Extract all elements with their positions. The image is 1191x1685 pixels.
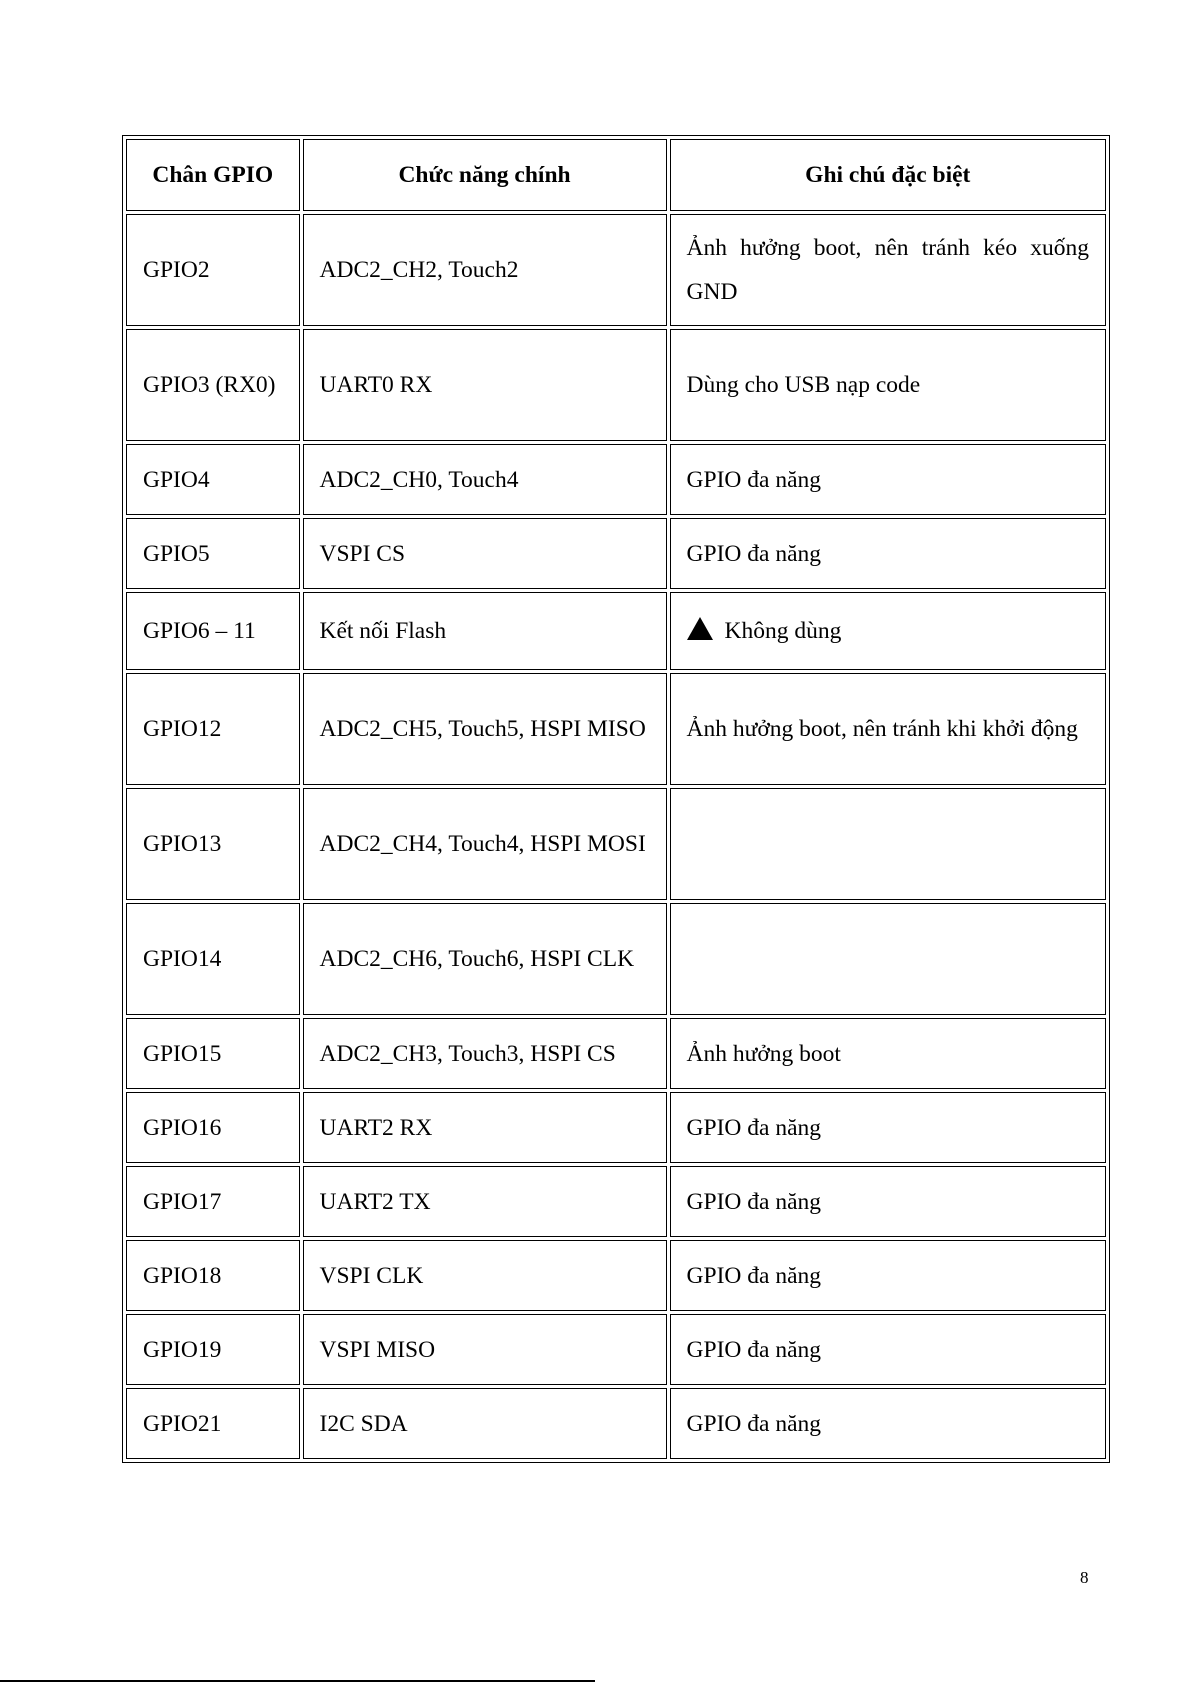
pin-cell: GPIO13 [126, 788, 300, 900]
pin-cell: GPIO5 [126, 518, 300, 589]
function-cell: ADC2_CH6, Touch6, HSPI CLK [303, 903, 667, 1015]
note-cell: GPIO đa năng [670, 444, 1106, 515]
function-cell: I2C SDA [303, 1388, 667, 1459]
function-cell: ADC2_CH5, Touch5, HSPI MISO [303, 673, 667, 785]
header-note: Ghi chú đặc biệt [670, 139, 1106, 211]
table-row [126, 1018, 1106, 1089]
pin-cell: GPIO15 [126, 1018, 300, 1089]
table-header-row [126, 139, 1106, 211]
table-row [126, 1388, 1106, 1459]
note-cell: GPIO đa năng [670, 1388, 1106, 1459]
table-row [126, 673, 1106, 785]
function-cell: VSPI CLK [303, 1240, 667, 1311]
pin-cell: GPIO21 [126, 1388, 300, 1459]
pin-cell: GPIO4 [126, 444, 300, 515]
table-row [126, 1314, 1106, 1385]
note-cell: Ảnh hưởng boot, nên tránh kéo xuống GND [670, 214, 1106, 326]
pin-cell: GPIO2 [126, 214, 300, 326]
function-cell: ADC2_CH2, Touch2 [303, 214, 667, 326]
table-row [126, 444, 1106, 515]
function-cell: ADC2_CH3, Touch3, HSPI CS [303, 1018, 667, 1089]
gpio-pin-table [122, 135, 1110, 1463]
note-cell: Ảnh hưởng boot, nên tránh khi khởi động [670, 673, 1106, 785]
table-row [126, 1092, 1106, 1163]
function-cell: VSPI MISO [303, 1314, 667, 1385]
pin-cell: GPIO14 [126, 903, 300, 1015]
table-row [126, 329, 1106, 441]
function-cell: Kết nối Flash [303, 592, 667, 670]
note-cell: GPIO đa năng [670, 1314, 1106, 1385]
note-cell: GPIO đa năng [670, 1092, 1106, 1163]
table-row [126, 1240, 1106, 1311]
pin-cell: GPIO16 [126, 1092, 300, 1163]
page-number: 8 [1080, 1568, 1089, 1587]
note-cell [670, 903, 1106, 1015]
function-cell: UART2 RX [303, 1092, 667, 1163]
function-cell: UART0 RX [303, 329, 667, 441]
header-function: Chức năng chính [303, 139, 667, 211]
note-cell: GPIO đa năng [670, 518, 1106, 589]
table-row [126, 214, 1106, 326]
note-cell [670, 788, 1106, 900]
note-cell [670, 592, 1106, 670]
pin-cell: GPIO3 (RX0) [126, 329, 300, 441]
table-row [126, 592, 1106, 670]
function-cell: ADC2_CH4, Touch4, HSPI MOSI [303, 788, 667, 900]
note-cell: Dùng cho USB nạp code [670, 329, 1106, 441]
pin-cell: GPIO17 [126, 1166, 300, 1237]
table-row [126, 518, 1106, 589]
pin-cell: GPIO6 – 11 [126, 592, 300, 670]
pin-cell: GPIO18 [126, 1240, 300, 1311]
pin-cell: GPIO12 [126, 673, 300, 785]
function-cell: ADC2_CH0, Touch4 [303, 444, 667, 515]
note-text: Không dùng [724, 618, 842, 644]
header-pin: Chân GPIO [126, 139, 300, 211]
table-row [126, 903, 1106, 1015]
pin-cell: GPIO19 [126, 1314, 300, 1385]
note-cell: GPIO đa năng [670, 1166, 1106, 1237]
table-row [126, 1166, 1106, 1237]
function-cell: VSPI CS [303, 518, 667, 589]
table-row [126, 788, 1106, 900]
footer-divider [0, 1680, 595, 1682]
function-cell: UART2 TX [303, 1166, 667, 1237]
warning-triangle-icon [687, 617, 713, 640]
note-cell: Ảnh hưởng boot [670, 1018, 1106, 1089]
note-cell: GPIO đa năng [670, 1240, 1106, 1311]
